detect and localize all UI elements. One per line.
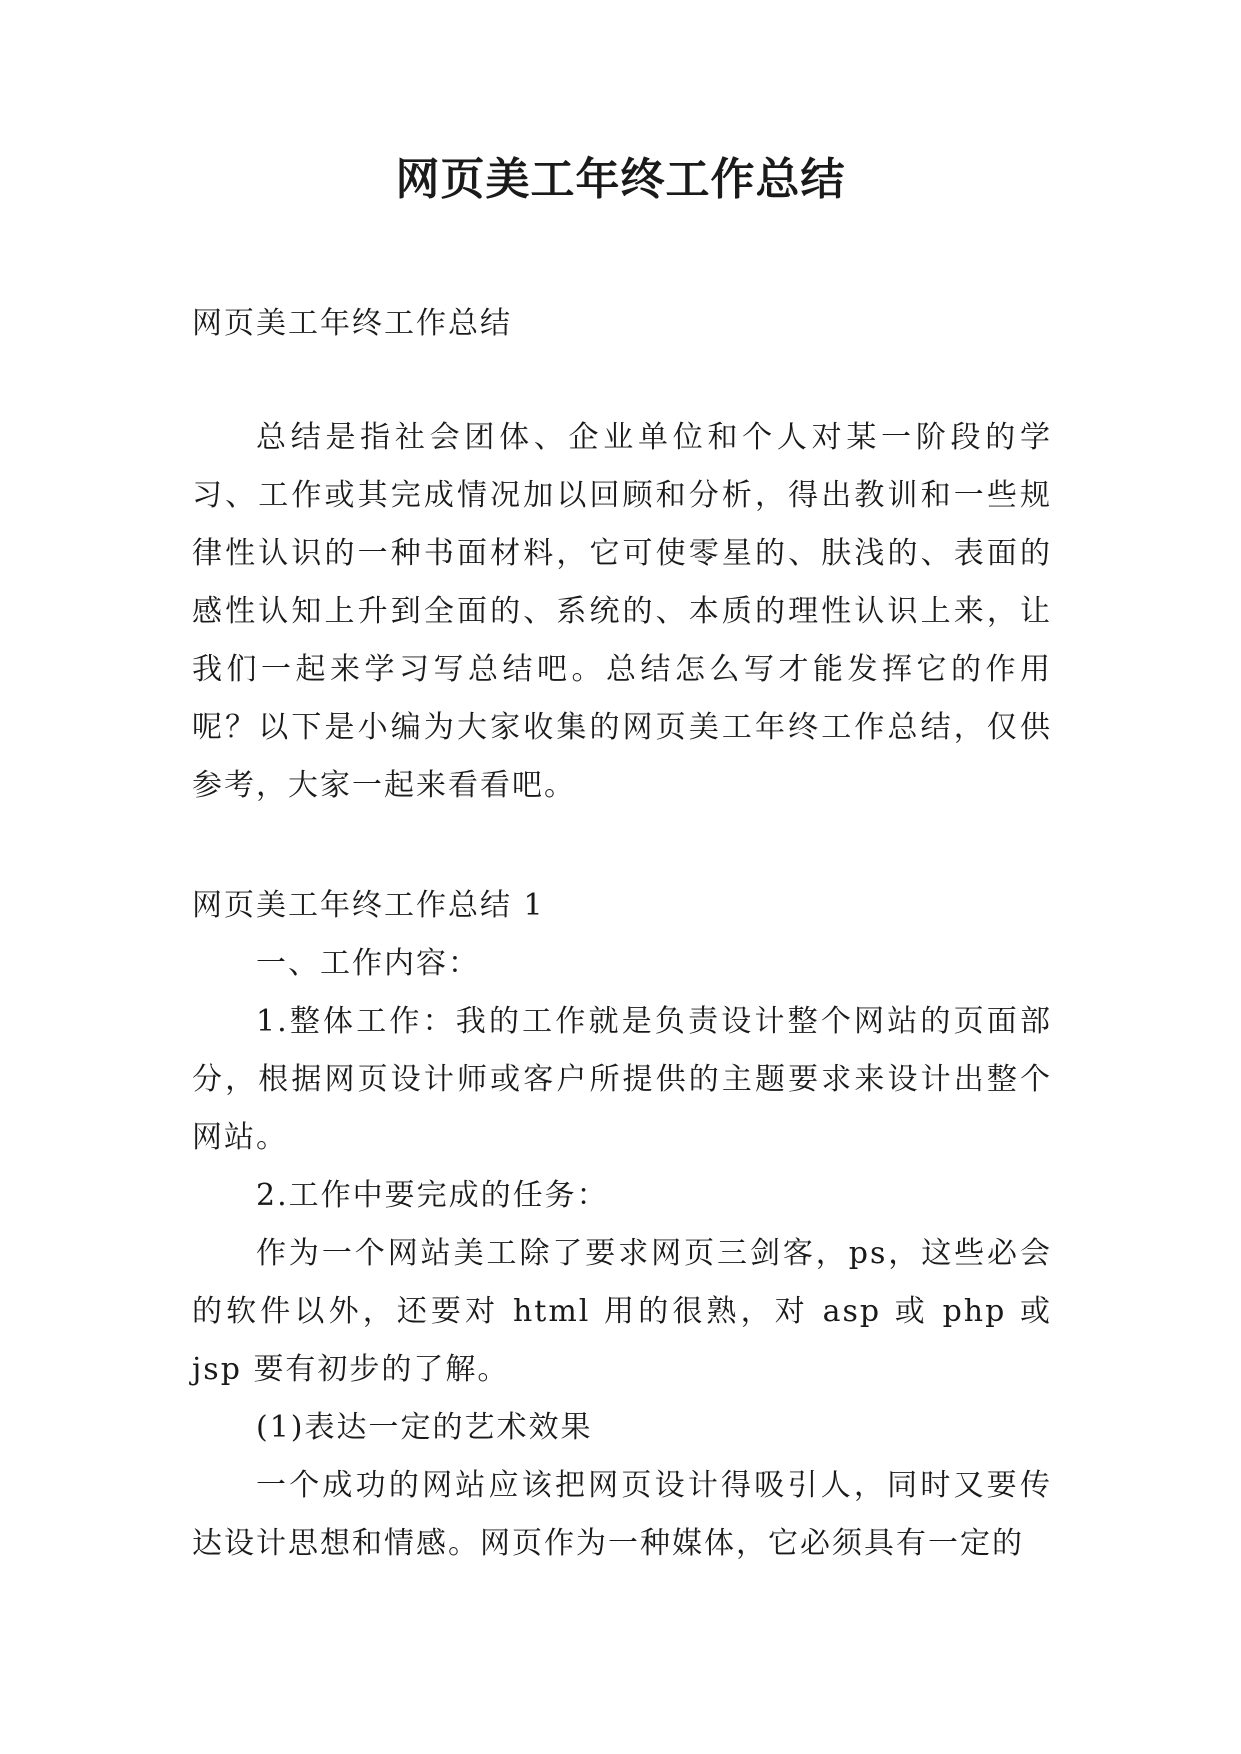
point-heading: 2.工作中要完成的任务： [256,1178,609,1213]
document-subtitle: 网页美工年终工作总结 [192,306,512,341]
point-paragraph: 1.整体工作：我的工作就是负责设计整个网站的页面部分，根据网页设计师或客户所提供的主题要求来设计出整个网站。 [192,1004,1052,1155]
subpoint-paragraph: 一个成功的网站应该把网页设计得吸引人，同时又要传达设计思想和情感。网页作为一种媒体，它必须具有一定的 [192,1468,1052,1561]
item-heading: 一、工作内容： [256,946,480,981]
document-title: 网页美工年终工作总结 [395,154,846,205]
point-paragraph: 作为一个网站美工除了要求网页三剑客，ps，这些必会的软件以外，还要对 html 用的很熟，对 asp 或 php 或 jsp 要有初步的了解。 [192,1236,1052,1387]
document-body [192,295,1052,1573]
section-heading: 网页美工年终工作总结 1 [192,888,545,923]
subpoint-heading: (1)表达一定的艺术效果 [256,1410,593,1445]
intro-paragraph: 总结是指社会团体、企业单位和个人对某一阶段的学习、工作或其完成情况加以回顾和分析，得出教训和一些规律性认识的一种书面材料，它可使零星的、肤浅的、表面的感性认知上升到全面的、系统的、本质的理性认识上来，让我们一起来学习写总结吧。总结怎么写才能发挥它的作用呢？以下是小编为大家收集的网页美工年终工作总结，仅供参考，大家一起来看看吧。 [192,420,1052,803]
